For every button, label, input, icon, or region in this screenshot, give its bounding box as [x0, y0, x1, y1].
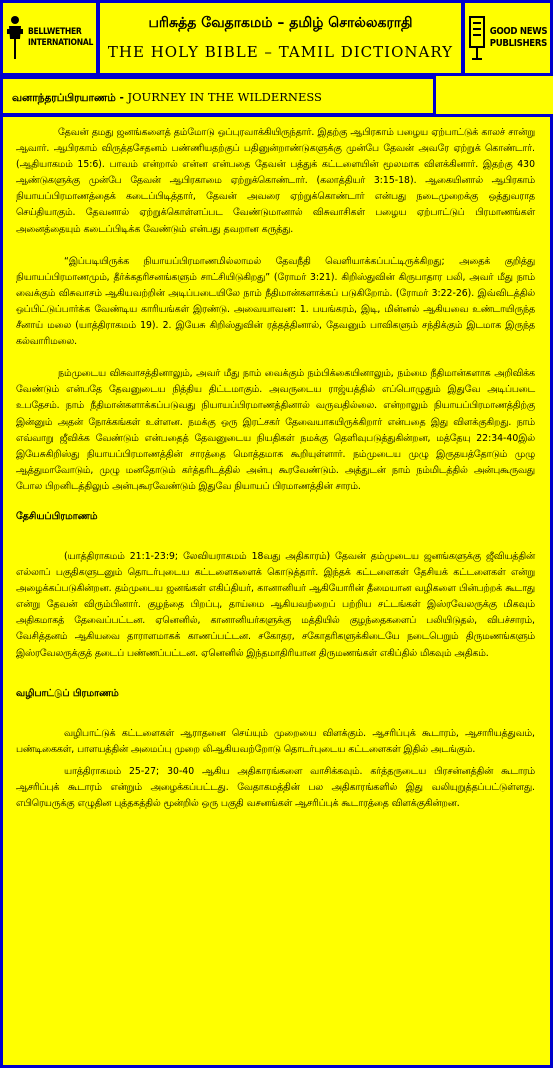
- section-title-box: [0, 76, 436, 116]
- good-news-logo[interactable]: [462, 0, 553, 76]
- paragraph-3: நம்முடைய விசுவாசத்தினாலும், அவர் மீது நாம் வைக்கும் நம்பிக்கையினாலும், நம்மை நீதிமான்களாக அறிவிக்க வேண்டும் என்பதே தேவனுடைய நித்திய திட்டமாகும். அவருடைய ராஜ்யத்தில் எப்பொழுதும் இதுவே அடிப்படை உபதேசம். நாம் நீதிமான்களாக்கப்படுவது நியாயப்பிரமாணத்தினால் வருவதில்லை. என்றாலும் நியாயப்பிரமாணத்திற்கு இன்னும் அதன் நோக்கங்கள் உள்ளன. நமக்கு ஒரு இரட்சகர் தேவையாகயிருக்கிறார் என்பதை இது விளக்குகிறது. நாம் எவ்வாறு ஜீவிக்க வேண்டும் என்பதைத் தேவனுடைய நியதிகள் நமக்கு தெளிவுபடுத்துகின்றன, மத்தேயு 22:34-40இல் இயேசுகிறிஸ்து நியாயப்பிரமாணத்தின் சாரத்தை மொத்தமாக கூறியுள்ளார். நம்முடைய முழு இருதயத்தோடும் முழு ஆத்துமாவோடும், முழு மனதோடும் கர்த்தரிடத்தில் அன்பு கூரவேண்டும். அத்துடன் நாம் நம்மிடத்தில் அன்புகூருவது போல பிறனிடத்திலும் அன்புகூரவேண்டும் இதுவே நியாயப் பிரமாணத்தின் சாரம்.: [16, 368, 535, 492]
- paragraph-6: யாத்திராகமம் 25-27; 30-40 ஆகிய அதிகாரங்களை வாசிக்கவும். கர்த்தருடைய பிரசன்னத்தின் கூடாரம் ஆசரிப்புக் கூடாரம் என்றும் அழைக்கப்பட்டது. வேதாகமத்தின் பல அதிகாரங்களில் இது வலியுறுத்தப்பட்டுள்ளது. எபிரெயருக்கு எழுதின புத்தகத்தில் மூன்றில் ஒரு பகுதி வசனங்கள் ஆசரிப்புக் கூடாரத்தை விளக்குகின்றன.: [16, 765, 535, 809]
- logo-right-line1: GOOD NEWS: [489, 26, 548, 38]
- header-title-tamil: பரிசுத்த வேதாகமம் – தமிழ் சொல்லகராதி: [148, 15, 413, 31]
- section-title-tamil: வனாந்தரப்பிரயாணம்: [12, 92, 116, 104]
- content-panel: [0, 114, 553, 1068]
- logo-left-line1: BELLWETHER: [27, 27, 82, 38]
- section-title: [3, 79, 433, 105]
- reading-figure-icon: [6, 15, 24, 61]
- section-title-sep: -: [115, 92, 128, 104]
- heading-worship-law: வழிபாட்டுப் பிரமாணம்: [16, 687, 119, 699]
- paragraph-2: “இப்படியிருக்க நியாயப்பிரமாணமில்லாமல் தேவநீதி வெளியாக்கப்பட்டிருக்கிறது; அதைக் குறித்து நியாயப்பிரமாணமும், தீர்க்கதரிசனங்களும் சாட்சியிடுகிறது” (ரோமர் 3:21). கிறிஸ்துவின் கிருபாதார பலி, அவர் மீது நாம் வைக்கும் விசுவாசம் ஆகியவற்றின் அடிப்படையிலே நாம் நீதிமான்களாக்கப் படுகிறோம். (ரோமர் 3:22-26). இவ்விடத்தில் ஒப்பிட்டுப்பார்க்க வேண்டிய காரியங்கள் இரண்டு. அவையாவன: 1. பயங்கரம், இடி, மின்னல் ஆகியவை உண்டாயிருந்த சீனாய் மலை (யாத்திராகமம் 19). 2. இயேசு கிறிஸ்துவின் ரத்தத்தினால், தேவனும் பாவிகளும் சந்திக்கும் இடமாக இருந்த கல்வாரிமலை.: [16, 255, 535, 348]
- logo-right-line2: PUBLISHERS: [489, 38, 547, 49]
- header-title-english: THE HOLY BIBLE – TAMIL DICTIONARY: [107, 43, 454, 61]
- logo-left-line2: INTERNATIONAL: [27, 38, 94, 48]
- paragraph-4: (யாத்திராகமம் 21:1-23:9; லேவியராகமம் 18வது அதிகாரம்) தேவன் தம்முடைய ஜனங்களுக்கு ஜீவியத்தின் எல்லாப் பகுதிகளுடனும் தொடர்புடைய கட்டளைகளைக் கொடுத்தார். இந்தக் கட்டளைகள் தேசியக் கட்டளைகள் என்று அழைக்கப்படுகின்றன. தம்முடைய ஜனங்கள் எகிப்தியர், கானானியர் ஆகியோரின் தீமையான வழிகளை பின்பற்றக் கூடாது என்று தேவன் விரும்பினார். குழந்தை பிறப்பு, தாய்மை ஆகியவற்றைப் பற்றிய சட்டங்கள் இஸ்ரவேலருக்கு மிகவும் அதிகமாகத் தேவைப்பட்டன. ஏனெனில், கானானியர்களுக்கு மத்தியில் குழந்தைகளைப் பலியிடுதல், விபச்சாரம், வேசித்தனம் ஆகியவை தாராளமாகக் காணப்பட்டன. சகோதர, சகோதரிகளுக்கிடையே நடைபெறும் திருமணங்களும் இஸ்ரவேலருக்குத் தடைப் பண்ணப்பட்டன. ஏனெனில் இந்தமாதிரியான திருமணங்கள் எகிப்தில் மிகவும் அதிகம்.: [16, 550, 535, 659]
- newspaper-icon: [468, 15, 486, 61]
- section-title-english: JOURNEY IN THE WILDERNESS: [127, 90, 322, 104]
- header: [97, 0, 464, 76]
- paragraph-1: தேவன் தமது ஜனங்களைத் தம்மோடு ஒப்புரவாக்கியிருந்தார். இதற்கு ஆபிரகாம் பழைய ஏற்பாட்டுக் காலச் சான்று ஆவார். ஆபிரகாம் விருத்தசேதனம் பண்ணியதற்குப் பதினுன்றாண்டுகளுக்கு முன்பே தேவன் அவரே ஏற்றுக் கொண்டார். (ஆதியாகமம் 15:6). பாவம் என்றால் என்ன என்பதை தேவன் பத்துக் கட்டளையின் மூலமாக விளக்கினார். இதற்கு 430 ஆண்டுகளுக்கு முன்பே தேவன் ஆபிரகாமை ஏற்றுக்கொண்டார். (கலாத்தியர் 3:15-18). ஆகையினால் ஆபிரகாம் நியாயப்பிரமாணத்தைக் கடைப்பிடித்தார், தேவன் அவரை ஏற்றுக்கொண்டார் என்பது நடைமுறைக்கு ஒத்துவராத செய்தியாகும். தேவனால் ஏற்றுக்கொள்ளப்பட வேண்டுமானால் விசுவாசிகள் பழைய ஏற்பாட்டுப் பிரமாணங்கள் அனைத்தையும் கடைப்பிடிக்க வேண்டும் என்பது தவறான கருத்து.: [16, 127, 535, 235]
- paragraph-5: வழிபாட்டுக் கட்டளைகள் ஆராதனை செய்யும் முறையை விளக்கும். ஆசரிப்புக் கூடாரம், ஆசாரியத்துவம், பண்டிகைகள், பாளயத்தின் அமைப்பு முறை லிஆகியவற்றோடு தொடர்புடைய கட்டளைகள் இதில் அடங்கும்.: [16, 727, 535, 755]
- heading-national-law: தேசியப்பிரமாணம்: [16, 510, 98, 522]
- bellwether-logo[interactable]: [0, 0, 99, 76]
